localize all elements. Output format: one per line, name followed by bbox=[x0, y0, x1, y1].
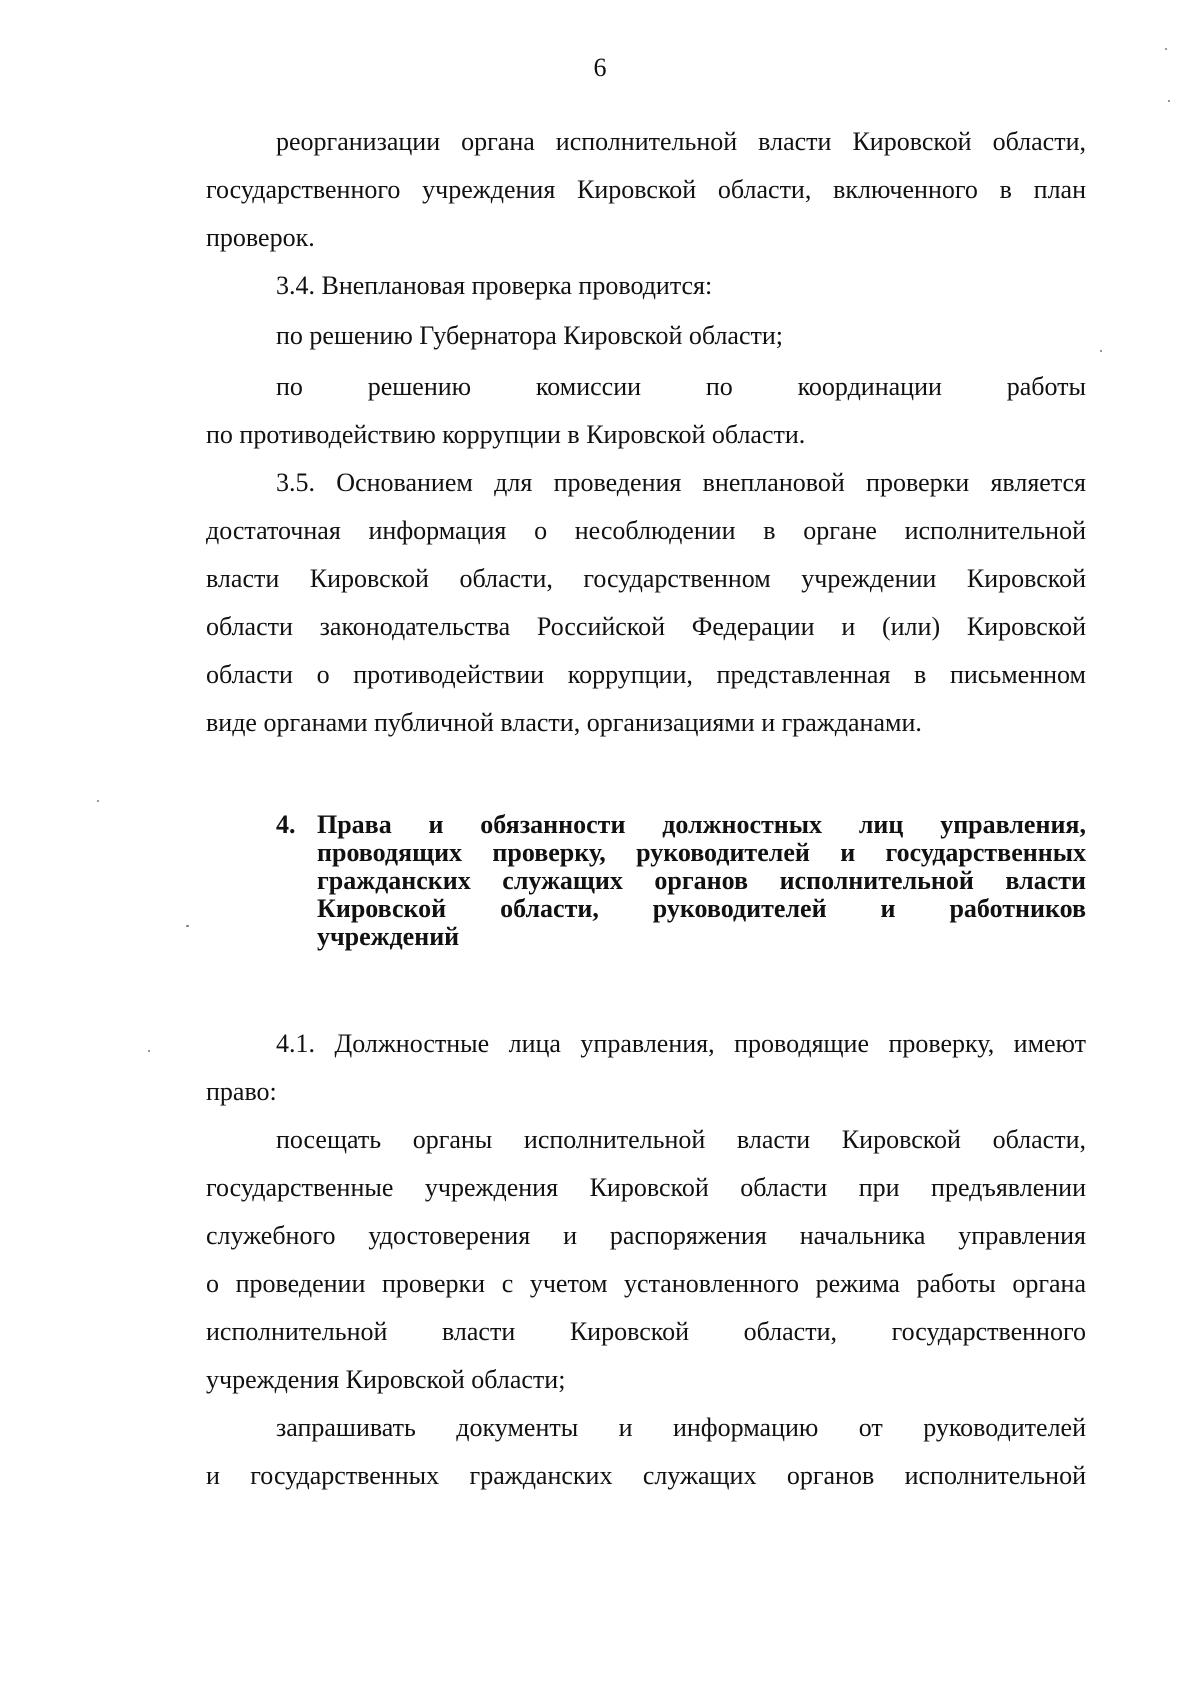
section-3-4-title: 3.4. Внеплановая проверка проводится: bbox=[276, 271, 713, 300]
section-heading-line: Права и обязанности должностных лиц управления, bbox=[317, 810, 1086, 839]
list-item-line: запрашивать документы и информацию от руководителей bbox=[276, 1413, 1086, 1442]
paragraph-line: области о противодействии коррупции, представленная в письменном bbox=[206, 660, 1086, 689]
scan-speck bbox=[1100, 350, 1102, 352]
paragraph-line: 4.1. Должностные лица управления, проводящие проверку, имеют bbox=[276, 1029, 1086, 1058]
list-item-line: учреждения Кировской области; bbox=[206, 1365, 566, 1394]
section-heading-line: учреждений bbox=[317, 922, 460, 951]
paragraph-line: области законодательства Российской Федерации и (или) Кировской bbox=[206, 612, 1086, 641]
page-number: 6 bbox=[593, 53, 607, 82]
paragraph-line: государственного учреждения Кировской области, включенного в план bbox=[206, 175, 1086, 204]
list-item-line: государственные учреждения Кировской области при предъявлении bbox=[206, 1173, 1086, 1202]
scan-speck bbox=[1168, 100, 1170, 102]
scan-speck bbox=[1165, 48, 1167, 50]
list-item-line: посещать органы исполнительной власти Кировской области, bbox=[276, 1125, 1086, 1154]
section-3-4-item: по решению Губернатора Кировской области; bbox=[276, 321, 784, 350]
list-item-line: о проведении проверки с учетом установленного режима работы органа bbox=[206, 1269, 1086, 1298]
section-heading-line: гражданских служащих органов исполнительной власти bbox=[317, 866, 1086, 895]
list-item-line: служебного удостоверения и распоряжения начальника управления bbox=[206, 1221, 1086, 1250]
scan-speck bbox=[148, 1050, 150, 1052]
section-heading-line: Кировской области, руководителей и работников bbox=[317, 894, 1086, 923]
paragraph-line: право: bbox=[206, 1077, 277, 1106]
section-3-4-item: по решению комиссии по координации работы bbox=[276, 372, 1086, 401]
section-heading-number: 4. bbox=[276, 810, 296, 839]
scan-speck bbox=[97, 800, 99, 802]
paragraph-line: реорганизации органа исполнительной власти Кировской области, bbox=[276, 127, 1086, 156]
paragraph-line: власти Кировской области, государственном учреждении Кировской bbox=[206, 564, 1086, 593]
paragraph-line: достаточная информация о несоблюдении в органе исполнительной bbox=[206, 516, 1086, 545]
scan-speck bbox=[186, 925, 189, 927]
section-3-4-item: по противодействию коррупции в Кировской области. bbox=[206, 420, 806, 449]
section-heading-line: проводящих проверку, руководителей и государственных bbox=[317, 838, 1086, 867]
list-item-line: исполнительной власти Кировской области, государственного bbox=[206, 1317, 1086, 1346]
paragraph-line: проверок. bbox=[206, 223, 315, 252]
list-item-line: и государственных гражданских служащих органов исполнительной bbox=[206, 1461, 1086, 1490]
paragraph-line: виде органами публичной власти, организациями и гражданами. bbox=[206, 708, 922, 737]
paragraph-line: 3.5. Основанием для проведения внеплановой проверки является bbox=[276, 468, 1086, 497]
